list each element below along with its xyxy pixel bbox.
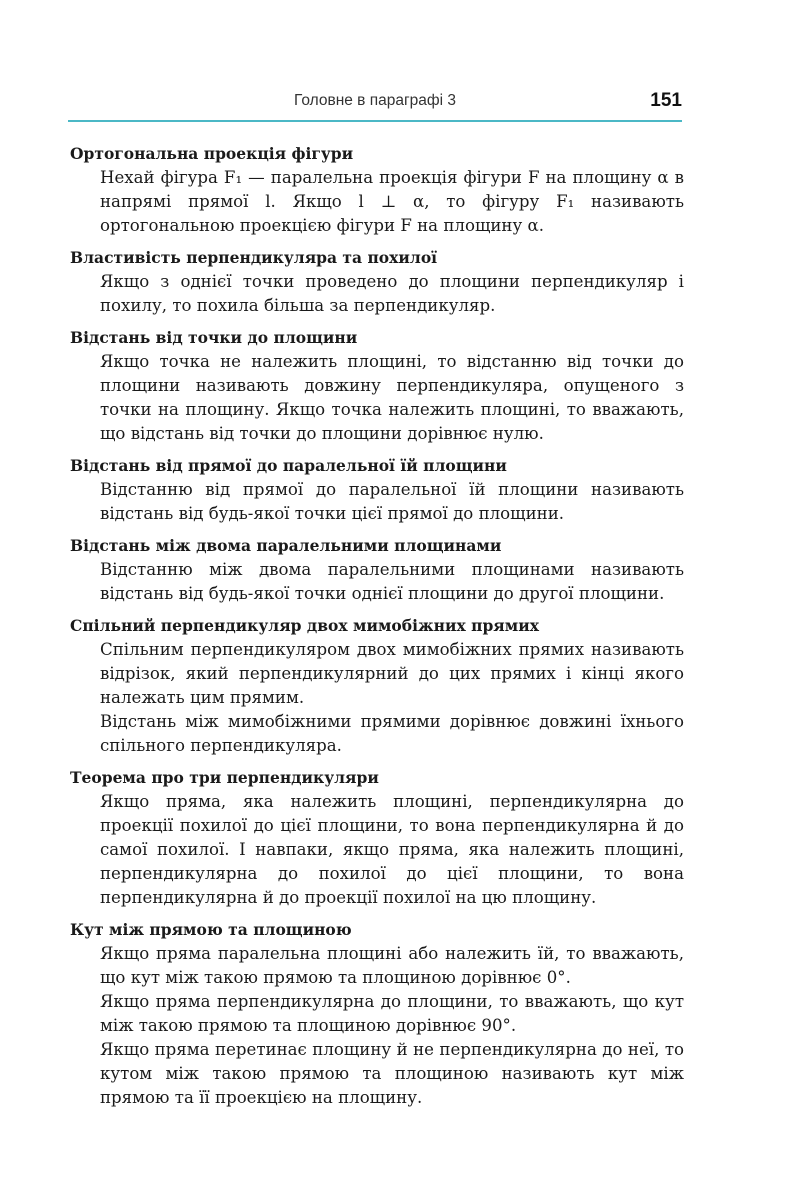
section-definition: Спільним перпендикуляром двох мимобіжних прямих називають відрізок, який перпендикулярний до цих прямих і кінці якого належать цим прямим. bbox=[100, 640, 684, 707]
section-term: Відстань від прямої до паралельної їй площини bbox=[70, 456, 507, 475]
section-orthogonal-projection bbox=[70, 142, 684, 238]
section-definition: Якщо з однієї точки проведено до площини перпендикуляр і похилу, то похила більша за перпендикуляр. bbox=[100, 272, 684, 315]
section-definition: Якщо пряма, яка належить площині, перпендикулярна до проекції похилої до цієї площини, то вона перпендикулярна й до самої похилої. І навпаки, якщо пряма, яка належить площині, перпендикулярна до похилої до цієї площини, то вона перпендикулярна й до проекції похилої на цю площину. bbox=[100, 792, 684, 907]
section-perpendicular-oblique bbox=[70, 246, 684, 318]
section-term: Властивість перпендикуляра та похилої bbox=[70, 248, 438, 267]
section-definition: Нехай фігура F₁ — паралельна проекція фігури F на площину α в напрямі прямої l. Якщо l ⊥ α, то фігуру F₁ називають ортогональною проекцією фігури F на площину α. bbox=[100, 168, 684, 235]
section-three-perpendiculars bbox=[70, 766, 684, 910]
summary-content bbox=[70, 142, 684, 1118]
section-term: Відстань від точки до площини bbox=[70, 328, 358, 347]
section-definition: Якщо точка не належить площині, то відстанню від точки до площини називають довжину перпендикуляра, опущеного з точки на площину. Якщо точка належить площині, то вважають, що відстань від точки до площини дорівнює нулю. bbox=[100, 352, 684, 443]
section-definition: Відстань між мимобіжними прямими дорівнює довжині їхнього спільного перпендикуляра. bbox=[100, 712, 684, 755]
section-term: Кут між прямою та площиною bbox=[70, 920, 352, 939]
page-number: 151 bbox=[650, 90, 682, 111]
section-line-plane-distance bbox=[70, 454, 684, 526]
section-common-perpendicular bbox=[70, 614, 684, 758]
section-term: Теорема про три перпендикуляри bbox=[70, 768, 379, 787]
section-parallel-planes-distance bbox=[70, 534, 684, 606]
section-term: Відстань між двома паралельними площинами bbox=[70, 536, 502, 555]
section-term: Ортогональна проекція фігури bbox=[70, 144, 354, 163]
section-definition: Відстанню від прямої до паралельної їй площини називають відстань від будь-якої точки цієї прямої до площини. bbox=[100, 480, 684, 523]
section-definition: Якщо пряма паралельна площині або належить їй, то вважають, що кут між такою прямою та площиною дорівнює 0°. bbox=[100, 944, 684, 987]
section-definition: Якщо пряма перетинає площину й не перпендикулярна до неї, то кутом між такою прямою та площиною називають кут між прямою та її проекцією на площину. bbox=[100, 1040, 684, 1107]
section-point-plane-distance bbox=[70, 326, 684, 446]
page-header bbox=[68, 88, 682, 122]
section-definition: Відстанню між двома паралельними площинами називають відстань від будь-якої точки однієї площини до другої площини. bbox=[100, 560, 684, 603]
running-title: Головне в параграфі 3 bbox=[293, 92, 456, 109]
section-definition: Якщо пряма перпендикулярна до площини, то вважають, що кут між такою прямою та площиною дорівнює 90°. bbox=[100, 992, 684, 1035]
header-rule bbox=[68, 120, 682, 122]
section-line-plane-angle bbox=[70, 918, 684, 1110]
section-term: Спільний перпендикуляр двох мимобіжних прямих bbox=[70, 616, 539, 635]
